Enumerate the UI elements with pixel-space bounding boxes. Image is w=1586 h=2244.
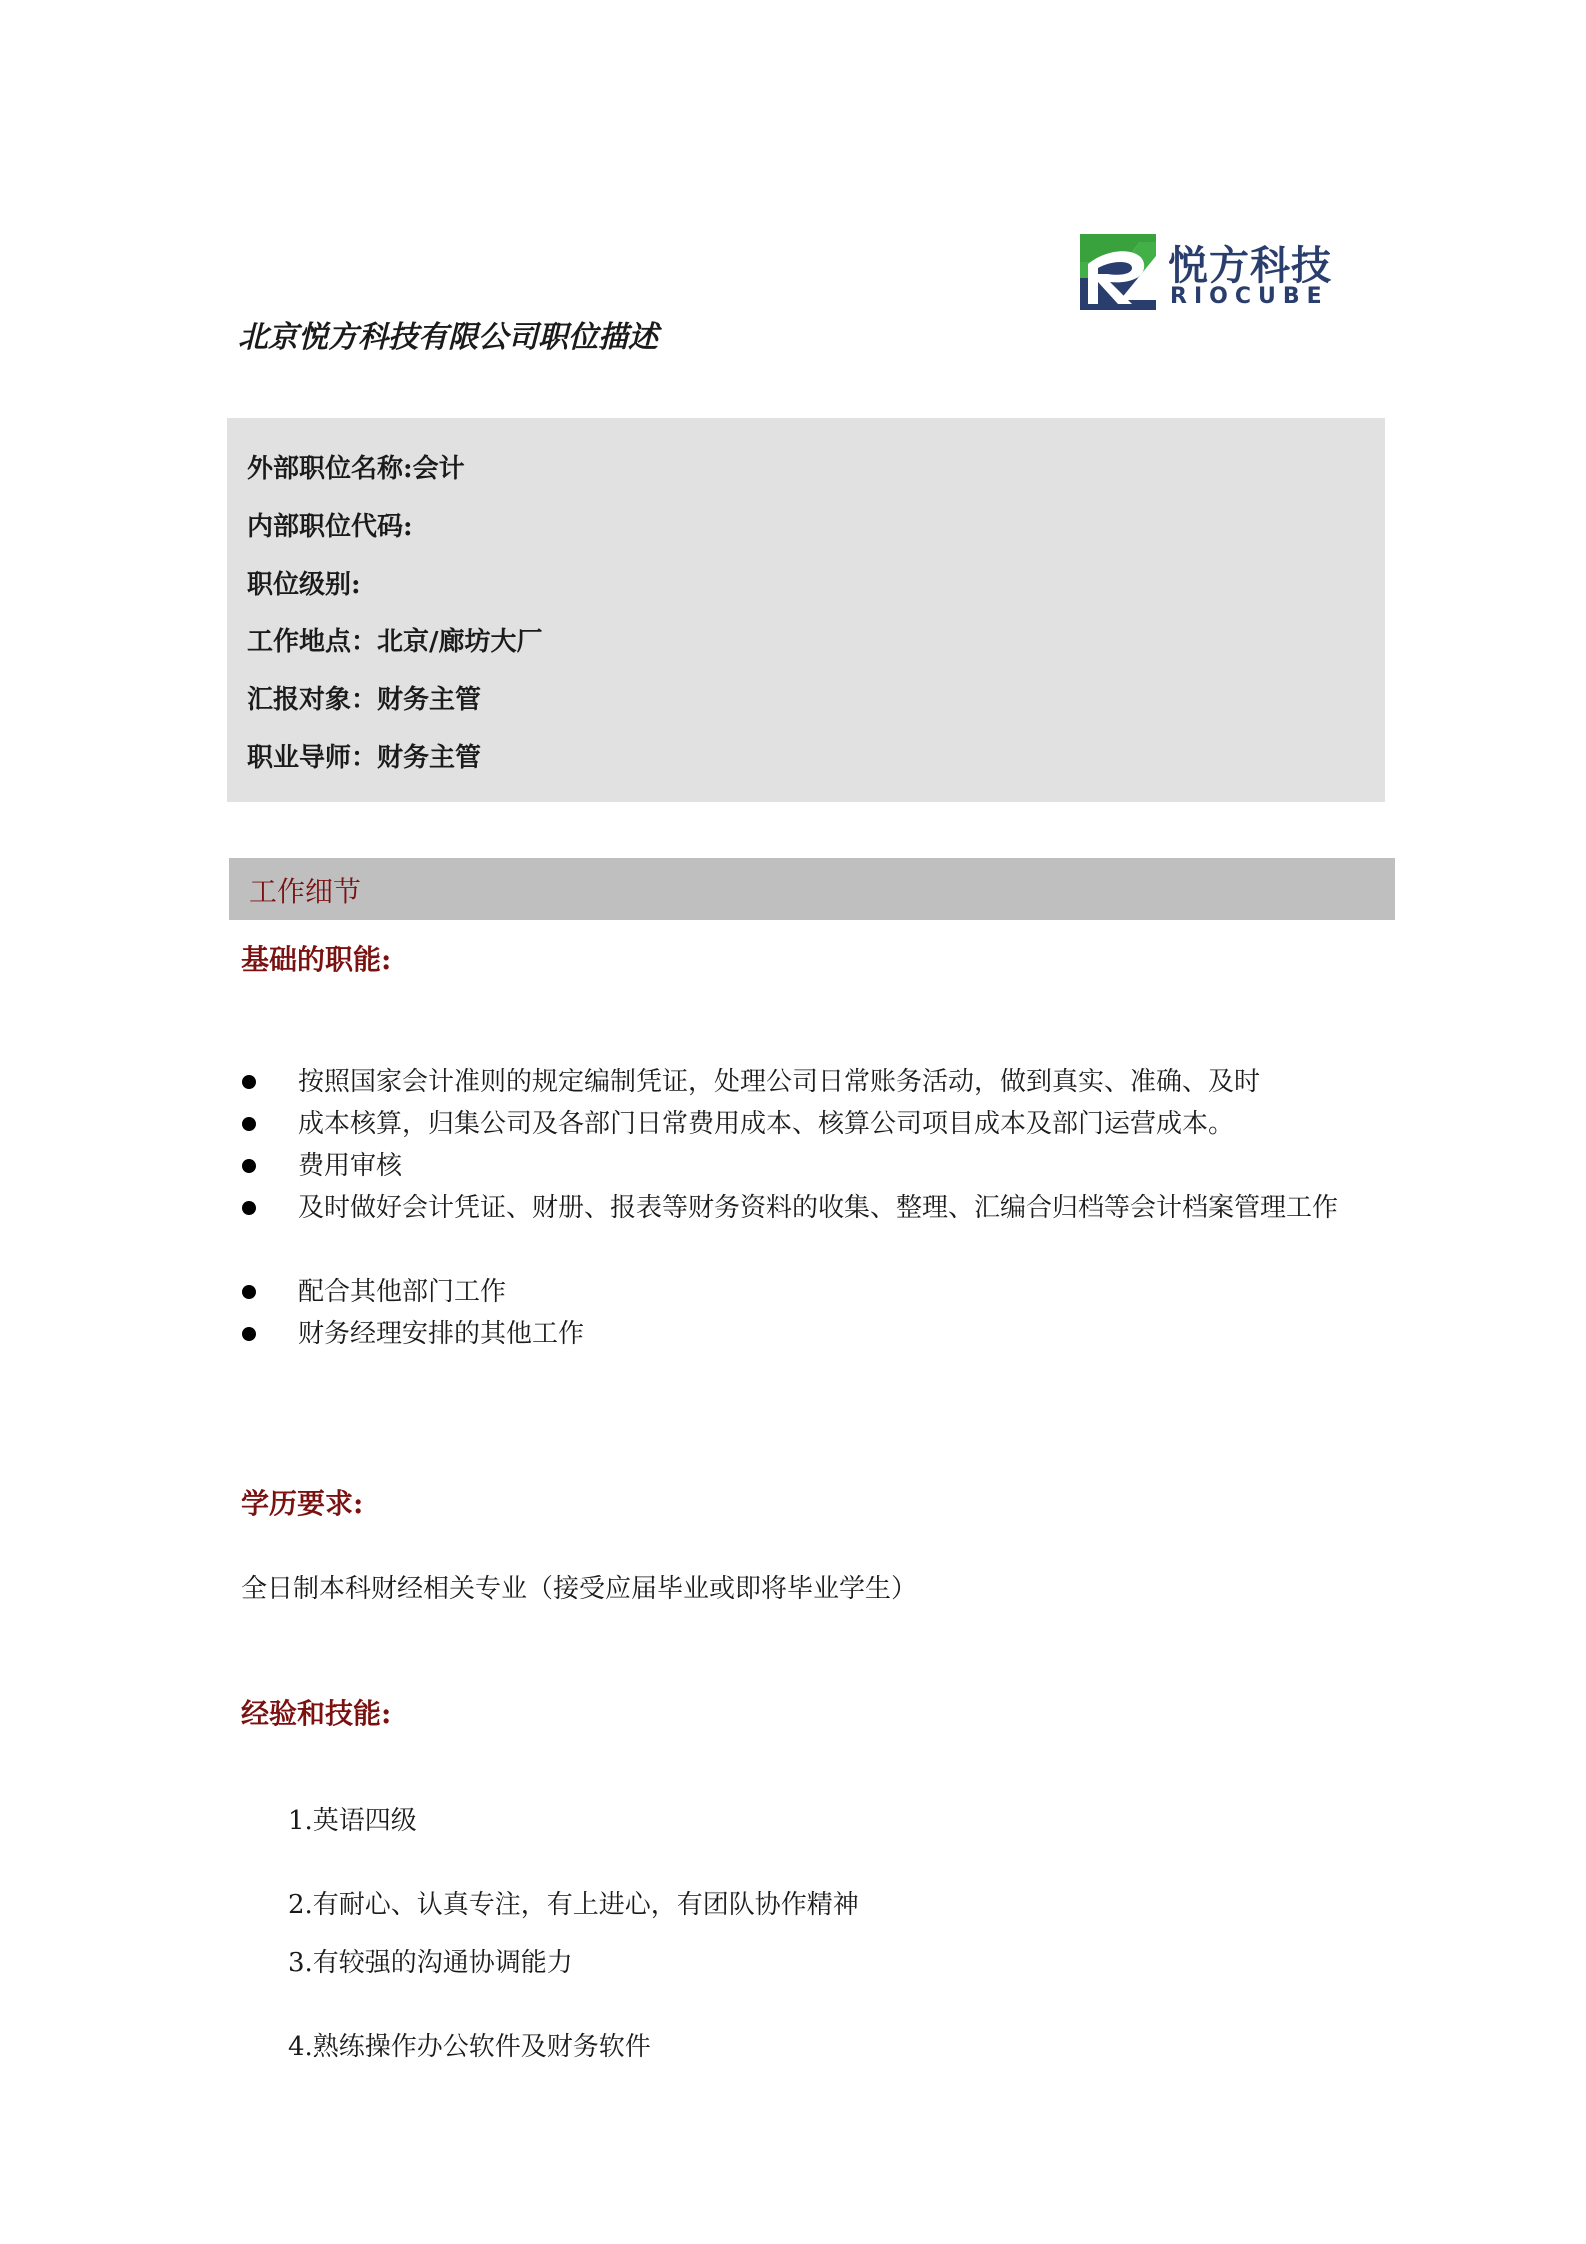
- skill-item: 1.英语四级: [288, 1806, 417, 1836]
- external-title-row: 外部职位名称:会计: [247, 454, 465, 484]
- bullet-icon: [242, 1285, 256, 1299]
- section-header-label: 工作细节: [249, 875, 362, 908]
- riocube-logo-icon: [1080, 234, 1156, 310]
- list-item-text: 财务经理安排的其他工作: [298, 1319, 585, 1349]
- report-to-row: 汇报对象：财务主管: [247, 685, 482, 715]
- logo-english-name: RIOCUBE: [1170, 284, 1329, 309]
- mentor-row: 职业导师：财务主管: [247, 743, 482, 773]
- education-text: 全日制本科财经相关专业（接受应届毕业或即将毕业学生）: [241, 1574, 918, 1604]
- skill-item: 3.有较强的沟通协调能力: [288, 1948, 573, 1978]
- skill-item: 2.有耐心、认真专注，有上进心，有团队协作精神: [288, 1890, 859, 1920]
- bullet-icon: [242, 1201, 256, 1215]
- bullet-icon: [242, 1117, 256, 1131]
- skills-heading: 经验和技能:: [241, 1697, 392, 1730]
- duties-heading: 基础的职能:: [241, 943, 392, 976]
- level-row: 职位级别:: [247, 570, 361, 600]
- bullet-icon: [242, 1075, 256, 1089]
- document-title: 北京悦方科技有限公司职位描述: [238, 320, 658, 355]
- list-item-text: 费用审核: [298, 1151, 403, 1181]
- location-row: 工作地点：北京/廊坊大厂: [247, 627, 543, 657]
- list-item-text: 按照国家会计准则的规定编制凭证，处理公司日常账务活动，做到真实、准确、及时: [298, 1067, 1261, 1097]
- section-header-bar: [229, 858, 1395, 920]
- list-item-text: 成本核算，归集公司及各部门日常费用成本、核算公司项目成本及部门运营成本。: [298, 1109, 1235, 1139]
- logo-chinese-name: 悦方科技: [1168, 243, 1332, 289]
- internal-code-row: 内部职位代码:: [247, 512, 413, 542]
- company-logo: [1080, 230, 1360, 310]
- skill-item: 4.熟练操作办公软件及财务软件: [288, 2032, 651, 2062]
- position-info-box: [227, 418, 1385, 802]
- education-heading: 学历要求:: [241, 1487, 364, 1520]
- list-item-text: 配合其他部门工作: [298, 1277, 507, 1307]
- list-item-text: 及时做好会计凭证、财册、报表等财务资料的收集、整理、汇编合归档等会计档案管理工作: [298, 1193, 1339, 1223]
- bullet-icon: [242, 1327, 256, 1341]
- bullet-icon: [242, 1159, 256, 1173]
